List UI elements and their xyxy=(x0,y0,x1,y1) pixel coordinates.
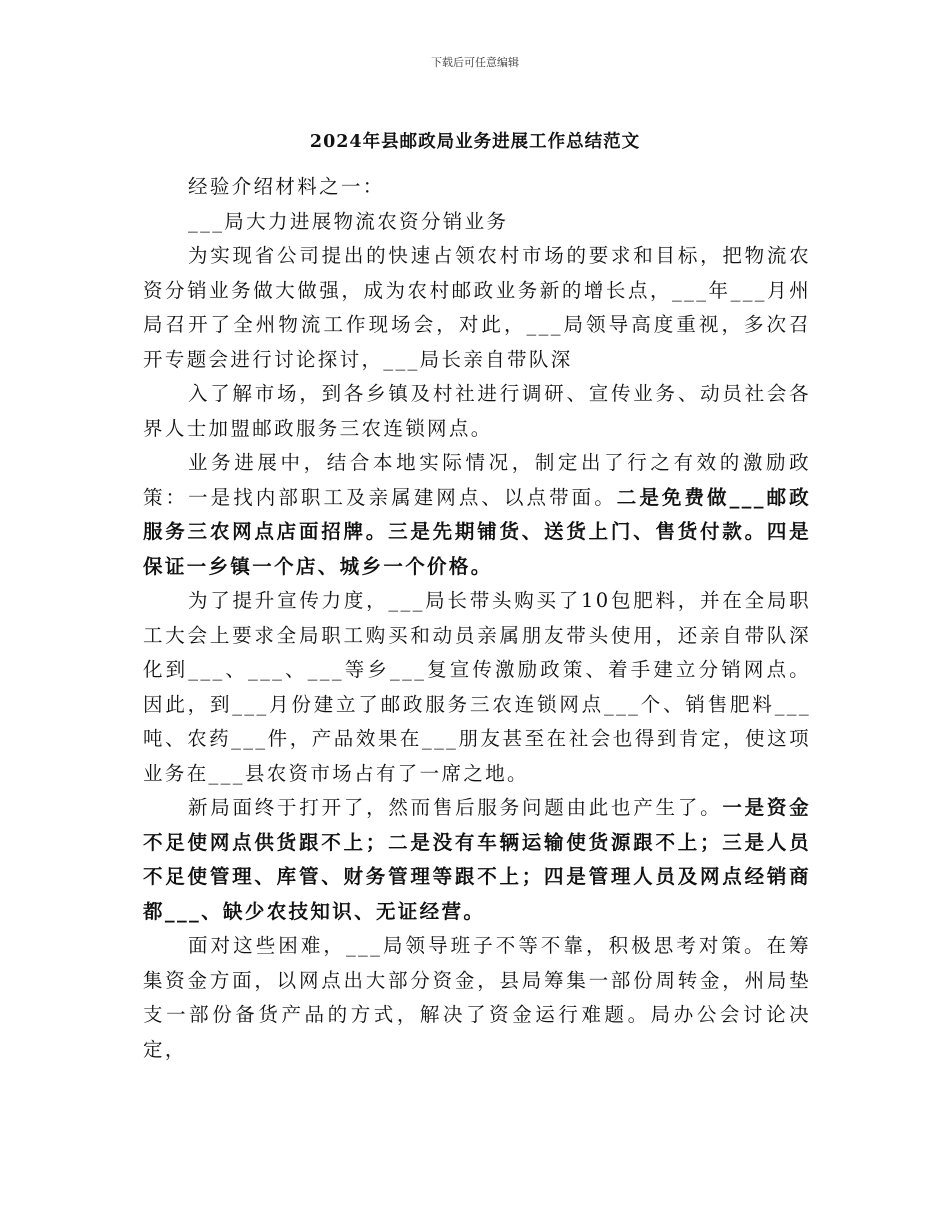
page-header-note: 下载后可任意编辑 xyxy=(431,56,519,69)
text-segment: 新局面终于打开了，然而售后服务问题由此也产生了。 xyxy=(188,796,723,819)
paragraph xyxy=(143,929,811,1067)
text-segment: 为了提升宣传力度，___局长带头购买了10包肥料，并在全局职工大会上要求全局职工购买和动员亲属朋友带头使用，还亲自带队深化到___、___、___等乡___复宣传激励政策、着手建立分销网点。因此，到___月份建立了邮政服务三农连锁网点___个、销售肥料___吨、农药___件，产品效果在___朋友甚至在社会也得到肯定，使这项业务在___县农资市场占有了一席之地。 xyxy=(143,589,811,785)
document-body xyxy=(143,170,811,1067)
paragraph xyxy=(143,446,811,584)
paragraph xyxy=(143,377,811,446)
paragraph xyxy=(143,205,811,240)
paragraph xyxy=(143,584,811,791)
bold-text-segment: 二是免费做___邮政服务三农网点店面招牌。三是先期铺货、送货上门、售货付款。四是保证一乡镇一个店、城乡一个价格。 xyxy=(143,485,811,578)
bold-text-segment: 一是资金不足使网点供货跟不上；二是没有车辆运输使货源跟不上；三是人员不足使管理、库管、财务管理等跟不上；四是管理人员及网点经销商都___、缺少农技知识、无证经营。 xyxy=(143,796,812,923)
paragraph xyxy=(143,239,811,377)
document-title: 2024年县邮政局业务进展工作总结范文 xyxy=(309,132,641,152)
text-segment: 经验介绍材料之一： xyxy=(188,175,385,198)
text-segment: 入了解市场，到各乡镇及村社进行调研、宣传业务、动员社会各界人士加盟邮政服务三农连锁网点。 xyxy=(143,382,811,440)
text-segment: 面对这些困难，___局领导班子不等不靠，积极思考对策。在筹集资金方面，以网点出大部分资金，县局筹集一部份周转金，州局垫支一部份备货产品的方式，解决了资金运行难题。局办公会讨论决定， xyxy=(143,934,811,1061)
text-segment: ___局大力进展物流农资分销业务 xyxy=(188,209,509,233)
paragraph xyxy=(143,791,811,929)
text-segment: 为实现省公司提出的快速占领农村市场的要求和目标，把物流农资分销业务做大做强，成为农村邮政业务新的增长点，___年___月州局召开了全州物流工作现场会，对此，___局领导高度重视，多次召开专题会进行讨论探讨，___局长亲自带队深 xyxy=(143,244,811,371)
text-segment: 业务进展中，结合本地实际情况，制定出了行之有效的激励政策：一是找内部职工及亲属建网点、以点带面。 xyxy=(143,451,811,509)
paragraph xyxy=(143,170,811,205)
